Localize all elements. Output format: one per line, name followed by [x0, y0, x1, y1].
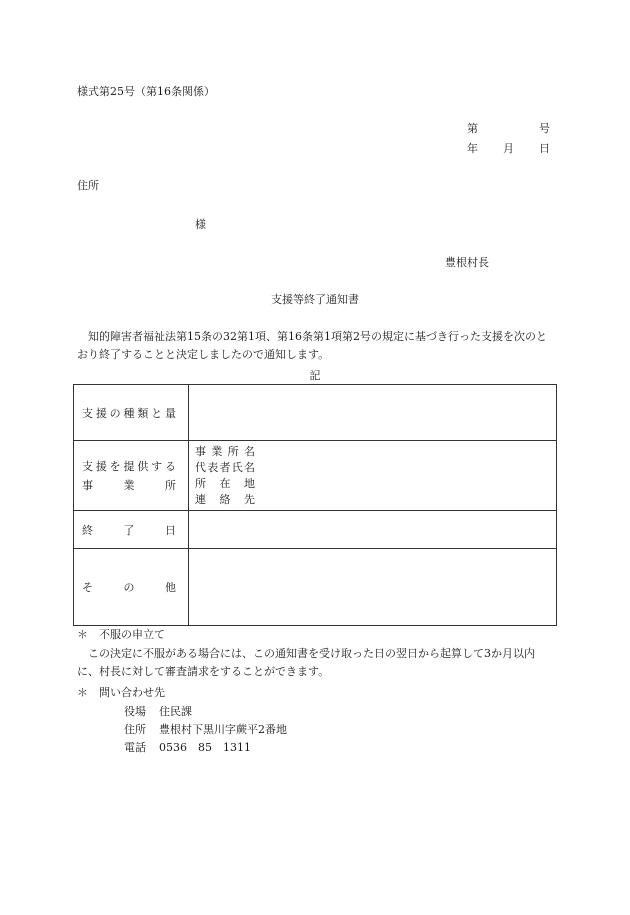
- label-char: 支: [82, 460, 93, 473]
- row4-label: [82, 579, 176, 595]
- value-end-date: [189, 511, 557, 549]
- date-day: 日: [539, 142, 550, 155]
- row2-label-line1: [82, 458, 176, 474]
- label-char: る: [164, 460, 176, 473]
- row1-label: [82, 405, 176, 421]
- label-char: 支: [82, 406, 93, 420]
- provider-sub-labels: [189, 444, 556, 508]
- label-char: す: [151, 460, 163, 473]
- contact-address-value: 豊根村下黒川字蕨平2番地: [159, 723, 287, 736]
- table-row: [74, 385, 557, 441]
- details-table: [73, 384, 557, 626]
- value-other: [189, 549, 557, 626]
- label-char: 日: [165, 523, 176, 537]
- value-support-type: [189, 385, 557, 441]
- contact-phone-value: 0536 85 1311: [159, 741, 251, 754]
- recipient-suffix: 様: [195, 218, 206, 231]
- sub-location: 所 在 地: [195, 476, 255, 490]
- date-year: 年: [467, 142, 478, 155]
- label-char: の: [109, 406, 121, 420]
- appeal-heading: ＊ 不服の申立て: [77, 628, 165, 641]
- label-char: を: [109, 460, 121, 473]
- address-label: 住所: [77, 179, 99, 192]
- appeal-text: この決定に不服がある場合には、この通知書を受け取った日の翌日から起算して3か月以内に、村長に対して審査請求をすることができます。: [77, 647, 535, 678]
- document-title: 支援等終了通知書: [271, 293, 359, 306]
- label-char: 種: [123, 406, 135, 420]
- contact-office-value: 住民課: [159, 705, 192, 718]
- label-char: 援: [95, 460, 107, 473]
- sub-representative: 代 表 者 氏 名: [195, 460, 255, 474]
- label-char: 量: [164, 406, 176, 420]
- table-row: [74, 549, 557, 626]
- value-provider: [189, 441, 557, 511]
- contact-address-label: 住所: [124, 723, 146, 736]
- date-month: 月: [503, 142, 514, 155]
- label-char: 終: [82, 523, 93, 537]
- sub-office-name: 事 業 所 名: [195, 444, 255, 458]
- label-end-date: [74, 511, 189, 549]
- label-char: 提: [123, 460, 135, 473]
- label-support-type: [74, 385, 189, 441]
- label-char: 供: [137, 460, 149, 473]
- label-char: そ: [82, 581, 93, 594]
- label-char: 他: [165, 581, 176, 594]
- row2-label-line2: [82, 477, 176, 493]
- label-other: [74, 549, 189, 626]
- row3-label: [82, 522, 176, 538]
- sub-contact: 連 絡 先: [195, 492, 255, 506]
- issuer: 豊根村長: [445, 256, 489, 269]
- label-char: 事: [82, 479, 93, 492]
- label-provider: [74, 441, 189, 511]
- label-char: 類: [137, 406, 149, 420]
- contact-office-label: 役場: [124, 705, 146, 718]
- contact-heading: ＊ 問い合わせ先: [77, 686, 165, 699]
- label-char: の: [123, 581, 135, 594]
- form-number: 様式第25号（第16条関係）: [77, 85, 215, 98]
- table-row: [74, 511, 557, 549]
- ki-heading: 記: [309, 369, 321, 382]
- body-text: 知的障害者福祉法第15条の32第1項、第16条第1項第2号の規定に基づき行った支援を次のとおり終了することと決定しましたので通知します。: [77, 330, 547, 361]
- label-char: 業: [123, 479, 135, 492]
- label-char: と: [151, 406, 163, 420]
- label-char: 所: [165, 479, 176, 492]
- doc-number-go: 号: [539, 122, 550, 135]
- label-char: 了: [123, 523, 135, 537]
- table-row: [74, 441, 557, 511]
- doc-number-dai: 第: [467, 122, 478, 135]
- contact-phone-label: 電話: [124, 741, 146, 754]
- label-char: 援: [95, 406, 107, 420]
